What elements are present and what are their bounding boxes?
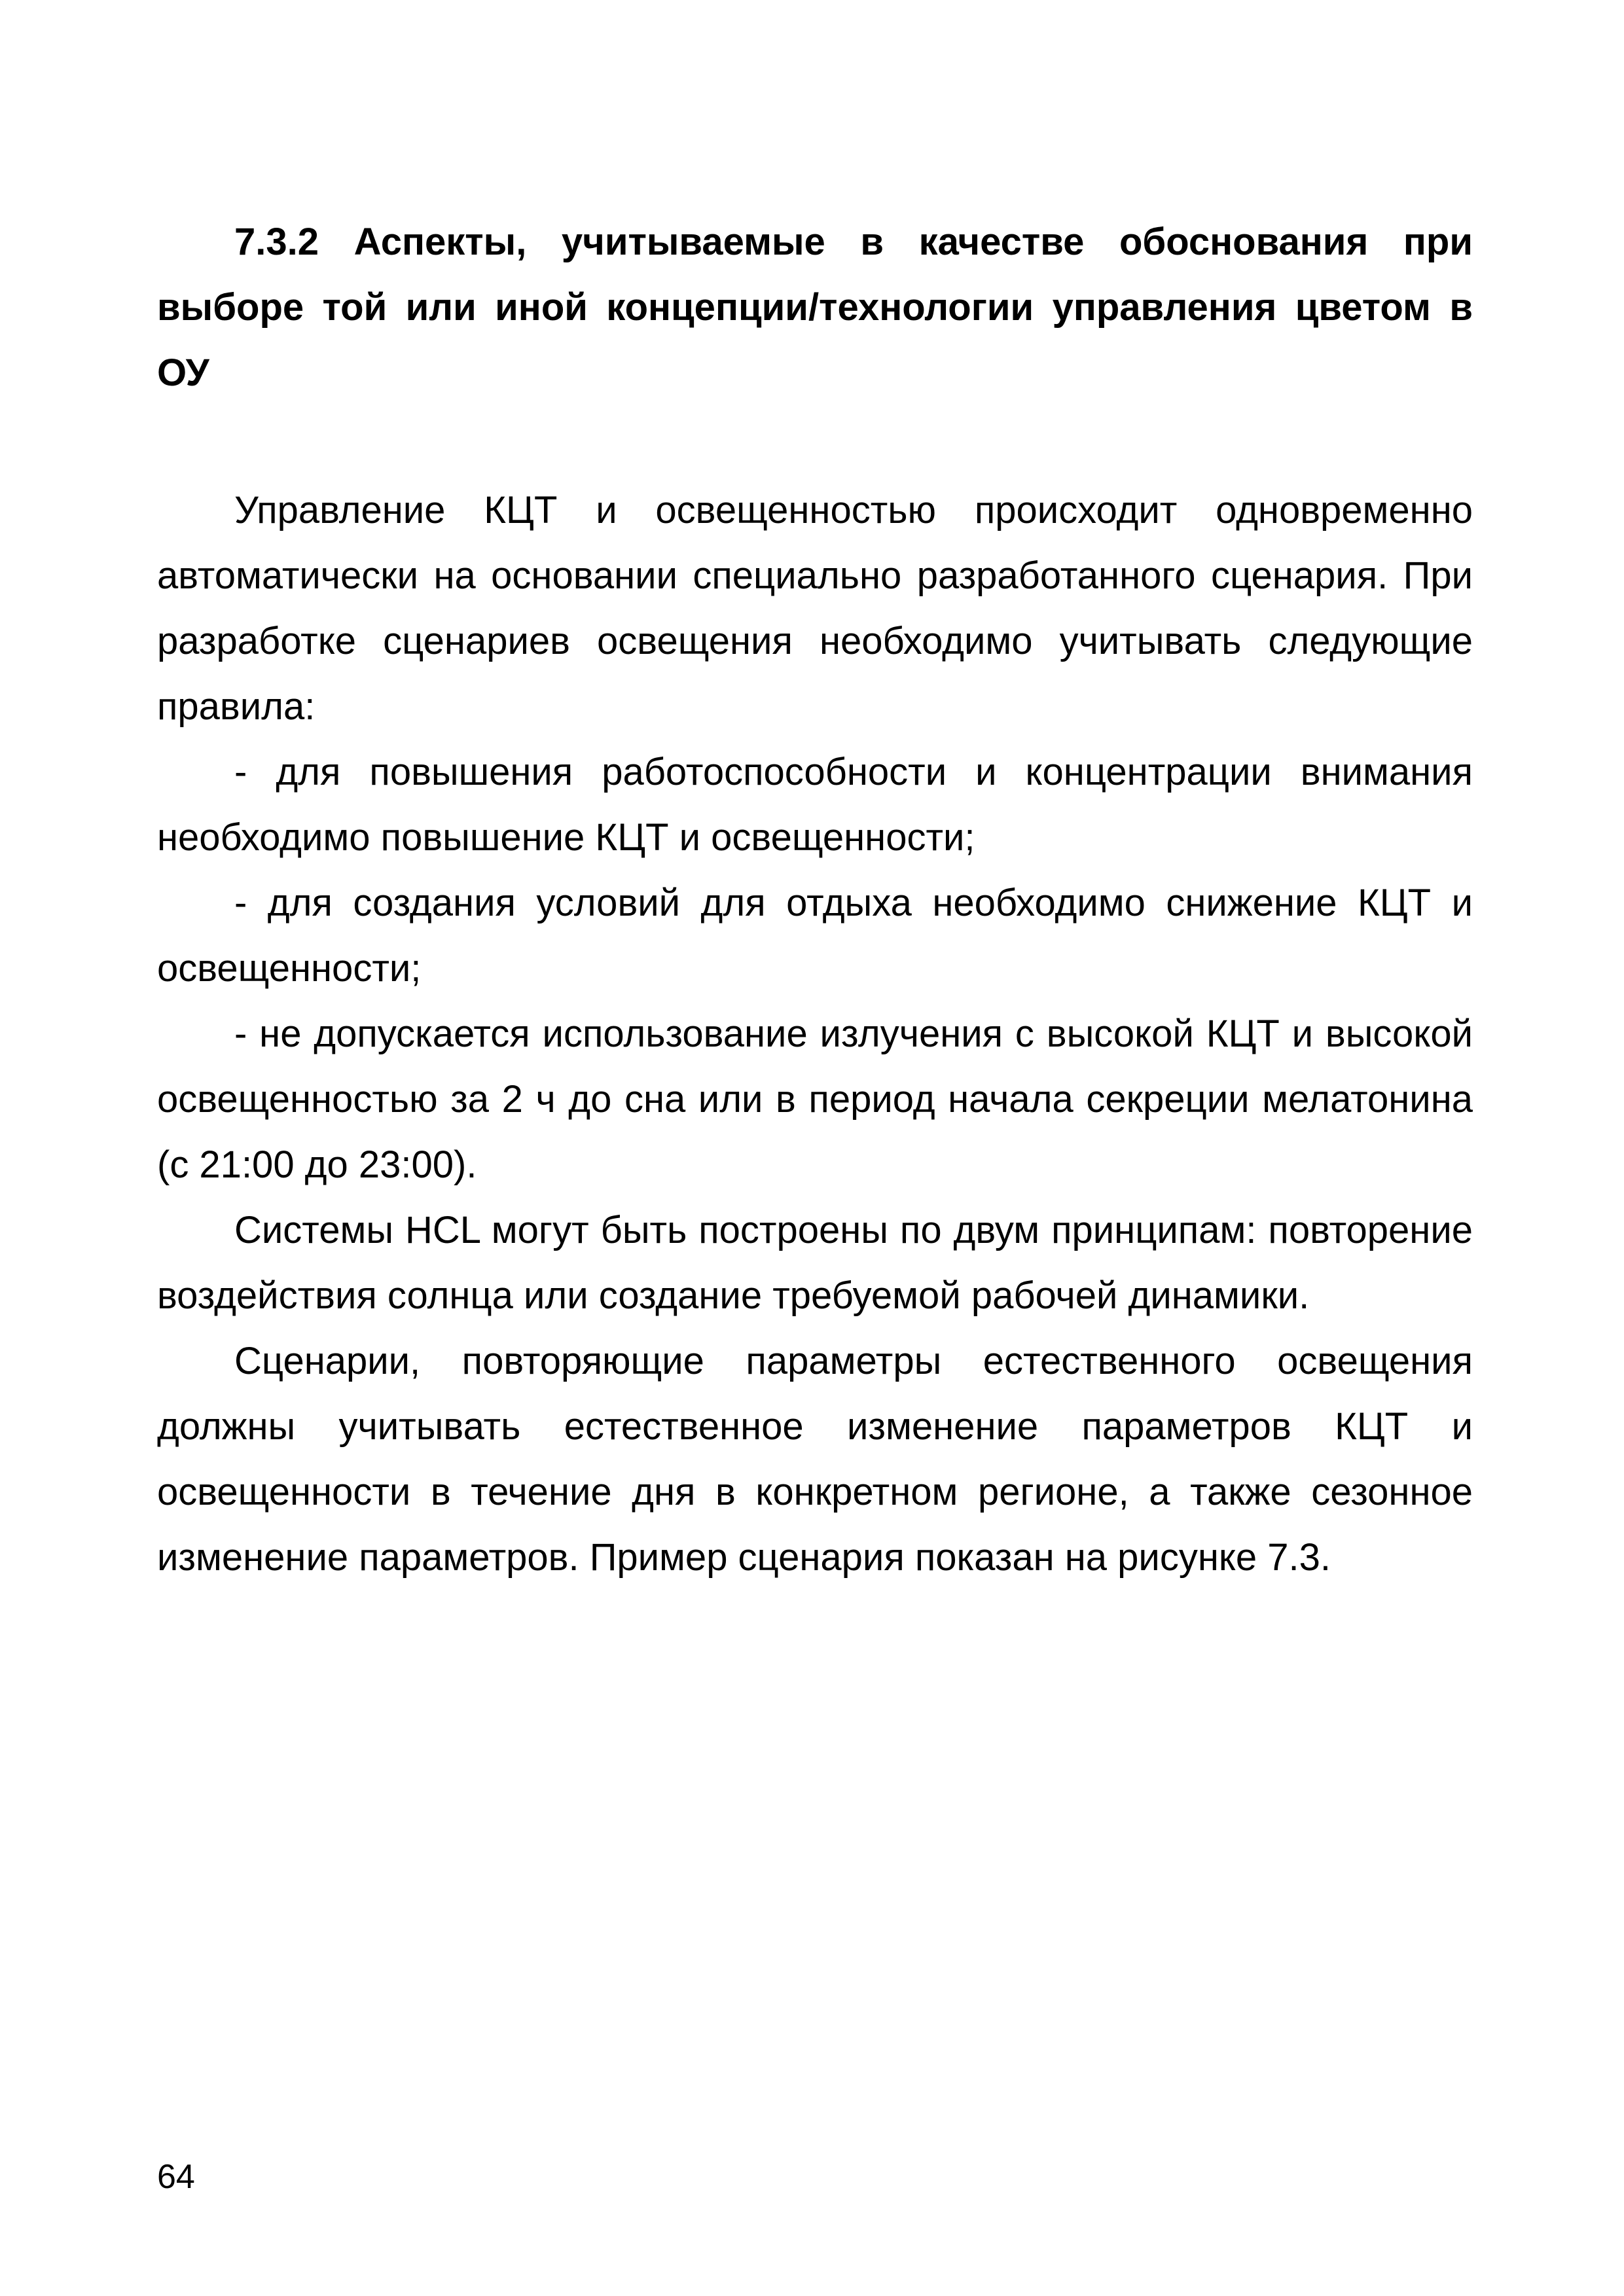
paragraph-hcl-principles: Системы HCL могут быть построены по двум принципам: повторение воздействия солнца или создание требуемой рабочей динамики. xyxy=(157,1209,1473,1317)
body-text xyxy=(157,478,1473,1590)
paragraph-intro: Управление КЦТ и освещенностью происходит одновременно автоматически на основании специально разработанного сценария. При разработке сценариев освещения необходимо учитывать следующие правила: xyxy=(157,489,1473,728)
rule-item-rest: - для создания условий для отдыха необходимо снижение КЦТ и освещенности; xyxy=(157,882,1473,990)
paragraph-natural-scenarios: Сценарии, повторяющие параметры естественного освещения должны учитывать естественное изменение параметров КЦТ и освещенности в течение дня в конкретном регионе, а также сезонное изменение параметров. Пример сценария показан на рисунке 7.3. xyxy=(157,1340,1473,1579)
section-heading: 7.3.2 Аспекты, учитываемые в качестве обоснования при выборе той или иной концепции/технологии управления цветом в ОУ xyxy=(157,221,1473,394)
page-content xyxy=(157,209,1473,1590)
rule-item-performance: - для повышения работоспособности и концентрации внимания необходимо повышение КЦТ и освещенности; xyxy=(157,751,1473,859)
rule-item-sleep: - не допускается использование излучения с высокой КЦТ и высокой освещенностью за 2 ч до сна или в период начала секреции мелатонина (с 21:00 до 23:00). xyxy=(157,1013,1473,1186)
page-number: 64 xyxy=(157,2158,195,2196)
